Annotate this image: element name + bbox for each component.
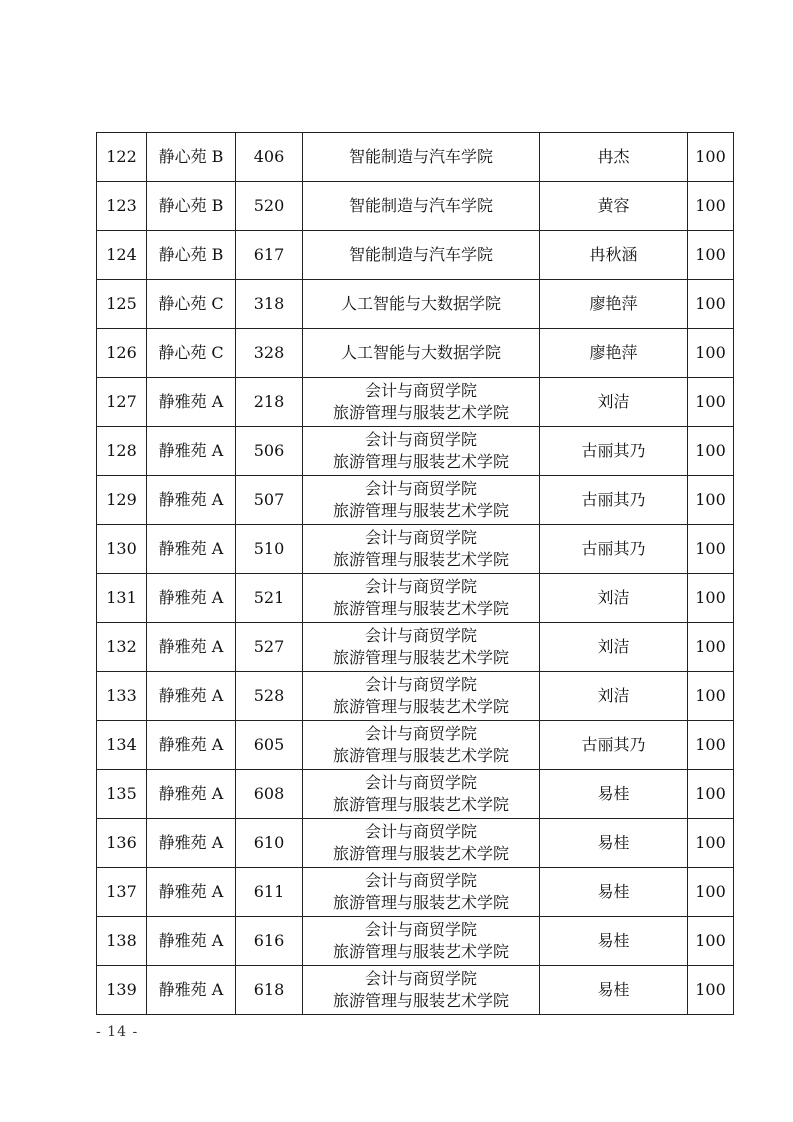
college-cell	[303, 966, 540, 1015]
table-row	[97, 672, 734, 721]
building-cell: 静雅苑 A	[147, 525, 236, 574]
room-cell: 520	[236, 182, 303, 231]
college-name: 会计与商贸学院	[364, 528, 477, 547]
college-cell	[303, 672, 540, 721]
row-number-cell: 136	[97, 819, 147, 868]
person-cell: 易桂	[540, 770, 688, 819]
score-cell: 100	[688, 133, 734, 182]
person-cell: 廖艳萍	[540, 329, 688, 378]
college-name: 旅游管理与服装艺术学院	[332, 893, 509, 912]
building-cell: 静雅苑 A	[147, 917, 236, 966]
building-cell: 静雅苑 A	[147, 868, 236, 917]
room-cell: 507	[236, 476, 303, 525]
row-number-cell: 132	[97, 623, 147, 672]
college-cell	[303, 280, 540, 329]
college-cell	[303, 574, 540, 623]
score-cell: 100	[688, 917, 734, 966]
college-name: 会计与商贸学院	[364, 773, 477, 792]
person-cell: 古丽其乃	[540, 721, 688, 770]
row-number-cell: 124	[97, 231, 147, 280]
person-cell: 冉杰	[540, 133, 688, 182]
table-row	[97, 721, 734, 770]
table-row	[97, 280, 734, 329]
college-name: 会计与商贸学院	[364, 626, 477, 645]
table-row	[97, 476, 734, 525]
score-cell: 100	[688, 672, 734, 721]
building-cell: 静雅苑 A	[147, 476, 236, 525]
building-cell: 静心苑 C	[147, 280, 236, 329]
room-cell: 510	[236, 525, 303, 574]
room-cell: 406	[236, 133, 303, 182]
college-name: 旅游管理与服装艺术学院	[332, 942, 509, 961]
score-cell: 100	[688, 329, 734, 378]
person-cell: 黄容	[540, 182, 688, 231]
row-number-cell: 128	[97, 427, 147, 476]
college-name: 会计与商贸学院	[364, 969, 477, 988]
row-number-cell: 135	[97, 770, 147, 819]
dormitory-score-table	[96, 132, 734, 1015]
building-cell: 静心苑 B	[147, 182, 236, 231]
person-cell: 刘洁	[540, 672, 688, 721]
row-number-cell: 125	[97, 280, 147, 329]
college-name: 会计与商贸学院	[364, 381, 477, 400]
table-row	[97, 427, 734, 476]
college-cell	[303, 182, 540, 231]
table-row	[97, 133, 734, 182]
row-number-cell: 138	[97, 917, 147, 966]
college-name: 旅游管理与服装艺术学院	[332, 599, 509, 618]
row-number-cell: 139	[97, 966, 147, 1015]
person-cell: 易桂	[540, 819, 688, 868]
room-cell: 617	[236, 231, 303, 280]
row-number-cell: 130	[97, 525, 147, 574]
row-number-cell: 127	[97, 378, 147, 427]
building-cell: 静雅苑 A	[147, 770, 236, 819]
college-name: 旅游管理与服装艺术学院	[332, 648, 509, 667]
score-cell: 100	[688, 868, 734, 917]
row-number-cell: 133	[97, 672, 147, 721]
college-name: 会计与商贸学院	[364, 577, 477, 596]
score-cell: 100	[688, 525, 734, 574]
table-row	[97, 770, 734, 819]
college-name: 会计与商贸学院	[364, 822, 477, 841]
table-row	[97, 231, 734, 280]
table-body	[97, 133, 734, 1015]
person-cell: 刘洁	[540, 574, 688, 623]
room-cell: 527	[236, 623, 303, 672]
building-cell: 静雅苑 A	[147, 721, 236, 770]
college-cell	[303, 378, 540, 427]
row-number-cell: 122	[97, 133, 147, 182]
table-row	[97, 917, 734, 966]
building-cell: 静雅苑 A	[147, 574, 236, 623]
college-cell	[303, 868, 540, 917]
college-name: 会计与商贸学院	[364, 920, 477, 939]
table-row	[97, 329, 734, 378]
room-cell: 528	[236, 672, 303, 721]
score-cell: 100	[688, 819, 734, 868]
room-cell: 521	[236, 574, 303, 623]
person-cell: 古丽其乃	[540, 476, 688, 525]
college-cell	[303, 133, 540, 182]
college-name: 智能制造与汽车学院	[348, 196, 493, 215]
person-cell: 易桂	[540, 917, 688, 966]
college-name: 旅游管理与服装艺术学院	[332, 844, 509, 863]
row-number-cell: 131	[97, 574, 147, 623]
room-cell: 506	[236, 427, 303, 476]
table-row	[97, 819, 734, 868]
room-cell: 616	[236, 917, 303, 966]
college-name: 会计与商贸学院	[364, 871, 477, 890]
college-name: 会计与商贸学院	[364, 675, 477, 694]
college-name: 人工智能与大数据学院	[340, 343, 501, 362]
row-number-cell: 129	[97, 476, 147, 525]
row-number-cell: 137	[97, 868, 147, 917]
page-number: - 14 -	[96, 1024, 139, 1040]
college-name: 智能制造与汽车学院	[348, 245, 493, 264]
college-cell	[303, 917, 540, 966]
table-row	[97, 525, 734, 574]
building-cell: 静雅苑 A	[147, 623, 236, 672]
person-cell: 冉秋涵	[540, 231, 688, 280]
table-row	[97, 182, 734, 231]
building-cell: 静心苑 B	[147, 231, 236, 280]
college-cell	[303, 427, 540, 476]
college-cell	[303, 329, 540, 378]
room-cell: 618	[236, 966, 303, 1015]
college-name: 旅游管理与服装艺术学院	[332, 452, 509, 471]
college-name: 旅游管理与服装艺术学院	[332, 697, 509, 716]
room-cell: 218	[236, 378, 303, 427]
table-row	[97, 966, 734, 1015]
college-cell	[303, 770, 540, 819]
room-cell: 605	[236, 721, 303, 770]
college-name: 旅游管理与服装艺术学院	[332, 550, 509, 569]
score-cell: 100	[688, 770, 734, 819]
table-row	[97, 868, 734, 917]
college-name: 会计与商贸学院	[364, 430, 477, 449]
score-cell: 100	[688, 280, 734, 329]
row-number-cell: 123	[97, 182, 147, 231]
college-name: 旅游管理与服装艺术学院	[332, 795, 509, 814]
room-cell: 610	[236, 819, 303, 868]
score-cell: 100	[688, 574, 734, 623]
score-cell: 100	[688, 378, 734, 427]
college-cell	[303, 819, 540, 868]
college-cell	[303, 231, 540, 280]
college-name: 会计与商贸学院	[364, 479, 477, 498]
building-cell: 静雅苑 A	[147, 672, 236, 721]
building-cell: 静心苑 B	[147, 133, 236, 182]
room-cell: 611	[236, 868, 303, 917]
score-cell: 100	[688, 476, 734, 525]
college-name: 旅游管理与服装艺术学院	[332, 746, 509, 765]
building-cell: 静雅苑 A	[147, 378, 236, 427]
score-cell: 100	[688, 182, 734, 231]
score-cell: 100	[688, 721, 734, 770]
room-cell: 318	[236, 280, 303, 329]
score-cell: 100	[688, 966, 734, 1015]
room-cell: 608	[236, 770, 303, 819]
score-cell: 100	[688, 231, 734, 280]
college-name: 人工智能与大数据学院	[340, 294, 501, 313]
score-cell: 100	[688, 427, 734, 476]
college-cell	[303, 525, 540, 574]
row-number-cell: 134	[97, 721, 147, 770]
score-cell: 100	[688, 623, 734, 672]
person-cell: 易桂	[540, 966, 688, 1015]
person-cell: 古丽其乃	[540, 427, 688, 476]
college-name: 会计与商贸学院	[364, 724, 477, 743]
room-cell: 328	[236, 329, 303, 378]
building-cell: 静雅苑 A	[147, 427, 236, 476]
person-cell: 廖艳萍	[540, 280, 688, 329]
college-name: 旅游管理与服装艺术学院	[332, 991, 509, 1010]
person-cell: 易桂	[540, 868, 688, 917]
building-cell: 静雅苑 A	[147, 966, 236, 1015]
college-name: 旅游管理与服装艺术学院	[332, 403, 509, 422]
college-cell	[303, 476, 540, 525]
person-cell: 刘洁	[540, 623, 688, 672]
college-name: 智能制造与汽车学院	[348, 147, 493, 166]
table-row	[97, 623, 734, 672]
person-cell: 古丽其乃	[540, 525, 688, 574]
building-cell: 静雅苑 A	[147, 819, 236, 868]
college-name: 旅游管理与服装艺术学院	[332, 501, 509, 520]
building-cell: 静心苑 C	[147, 329, 236, 378]
table-row	[97, 574, 734, 623]
table-row	[97, 378, 734, 427]
college-cell	[303, 721, 540, 770]
person-cell: 刘洁	[540, 378, 688, 427]
college-cell	[303, 623, 540, 672]
row-number-cell: 126	[97, 329, 147, 378]
